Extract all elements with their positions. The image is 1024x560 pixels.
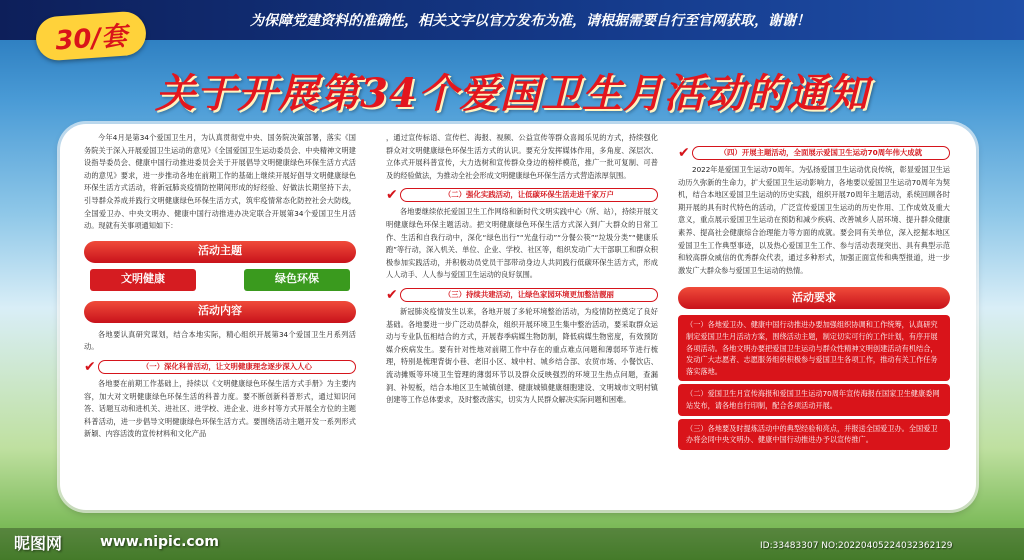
theme-chip-green-environment: 绿色环保 — [244, 269, 350, 291]
checkmark-icon: ✔ — [386, 187, 398, 204]
section-bar-theme: 活动主题 — [84, 241, 356, 263]
set-count-badge — [35, 10, 148, 62]
section-bar-content: 活动内容 — [84, 301, 356, 323]
checkmark-icon: ✔ — [386, 286, 398, 303]
subheading-4 — [678, 146, 950, 160]
subheading-2 — [386, 188, 658, 202]
column-middle — [386, 132, 658, 409]
subheading-2-text: 各地要继续依托爱国卫生工作网络和新时代文明实践中心（所、站），持续开展文明健康绿色环保主题活动。把文明健康绿色环保生活方式深入到广大群众的日常工作、生活和自我行动中，深化“绿色出行”“光盘行动”“分餐公筷”“垃圾分类”“健康乐跑”等行动，深入机关、单位、企业、学校、社区等，组织发动广大干部职工和群众积极参加实践活动，并积极动员党员干部带动身边人共同践行低碳环保生活方式，形成人人动手、人人参与爱国卫生运动的良好氛围。 — [386, 207, 658, 280]
watermark-url: www.nipic.com — [100, 534, 219, 550]
subheading-4-text: 2022年是爱国卫生运动70周年。为弘扬爱国卫生运动优良传统，彰显爱国卫生运动历久弥新的生命力，扩大爱国卫生运动影响力，各地要以爱国卫生运动70周年为契机，结合本地区爱国卫生运动的历史实践，组织开展70周年主题活动，系统回顾各时期开展的具有时代特色的活动，广泛宣传爱国卫生运动的历史作用、工作成效及重大意义，重点展示爱国卫生运动在预防和减少疾病、改善城乡人居环境、提升群众健康素养、提高社会健康综合治理能力等方面的成就。要会同有关单位，深入挖掘本地区爱国卫生工作典型事迹，以及热心爱国卫生工作、参与活动表现突出、具有典型示范和较高群众威信的优秀群众代表，通过多种形式，加强正面宣传和典型报道，进一步激发广大群众参与爱国卫生运动的热情。 — [678, 165, 950, 275]
requirement-3: （三）各地要及时提炼活动中的典型经验和亮点，并报送全国爱卫办。全国爱卫办将会同中央文明办、健康中国行动推进办予以宣传推广。 — [678, 419, 950, 450]
badge-text: 30/套 — [54, 21, 128, 56]
checkmark-icon: ✔ — [678, 145, 690, 161]
continued-paragraph: ，通过宣传标语、宣传栏、海报、视频、公益宣传等群众喜闻乐见的方式，持续强化群众对文明健康绿色环保生活方式的认识。要充分发挥媒体作用，多角度、深层次、立体式开展科普宣传，大力选树和宣传群众身边的榜样模范，推广一批可复制、可普及的经验做法，为推动全社会形成文明健康绿色环保生活方式营造浓厚氛围。 — [386, 133, 658, 180]
subheading-1-label: （一）深化科普活动，让文明健康理念逐步深入人心 — [98, 360, 356, 374]
disclaimer-notice: 为保障党建资料的准确性，相关文字以官方发布为准，请根据需要自行至官网获取，谢谢！ — [250, 13, 810, 29]
subheading-3-label: （三）持续共建活动，让绿色家园环境更加整洁靓丽 — [400, 288, 658, 302]
theme-chips — [84, 269, 356, 291]
theme-chip-civilized-health: 文明健康 — [90, 269, 196, 291]
content-intro-paragraph: 各地要认真研究谋划，结合本地实际，精心组织开展第34个爱国卫生月系列活动。 — [84, 329, 356, 352]
page-title: 关于开展第34个爱国卫生月活动的通知 — [155, 70, 869, 117]
checkmark-icon: ✔ — [84, 358, 96, 375]
requirement-1: （一）各地爱卫办、健康中国行动推进办要加强组织协调和工作统筹，认真研究制定爱国卫生月活动方案，围绕活动主题，制定切实可行的工作计划，有序开展各项活动。各地文明办要把爱国卫生运动与群众性精神文明创建活动有机结合，发动广大志愿者、志愿服务组织积极参与爱国卫生各项工作，推动有关工作任务落实落地。 — [678, 315, 950, 381]
watermark-id: ID:33483307 NO:20220405224032362129 — [760, 541, 953, 551]
watermark-logo: 昵图网 — [14, 534, 63, 553]
requirement-2: （二）爱国卫生月宣传海报和爱国卫生运动70周年宣传海报在国家卫生健康委网站发布，请各地自行印制，配合各项活动开展。 — [678, 384, 950, 415]
subheading-3 — [386, 288, 658, 302]
column-right — [678, 132, 950, 453]
intro-paragraph: 今年4月是第34个爱国卫生月，为认真贯彻党中央、国务院决策部署，落实《国务院关于深入开展爱国卫生运动的意见》《全国爱国卫生运动委员会、中央精神文明建设指导委员会、健康中国行动推进委员会关于开展倡导文明健康绿色环保生活方式活动的意见》要求，进一步推动各地在前期工作的基础上继续开展好倡导文明健康绿色环保生活方式活动，将新冠肺炎疫情防控期间形成的好经验、好做法长期坚持下去，引导群众养成并践行文明健康绿色环保生活方式，筑牢疫情常态化防控社会大防线，全国爱卫办、中央文明办、健康中国行动推进办决定联合开展第34个爱国卫生月活动。现就有关事项通知如下： — [84, 133, 356, 231]
subheading-4-label: （四）开展主题活动，全面展示爱国卫生运动70周年伟大成就 — [692, 146, 950, 160]
subheading-1-text: 各地要在前期工作基础上，持续以《文明健康绿色环保生活方式手册》为主要内容，加大对文明健康绿色环保生活的科普力度。要不断创新科普形式，通过知识问答、话题互动和进机关、进社区、进学校、进企业、进乡村等方式开展全方位的主题科普活动，进一步倡导文明健康绿色环保生活方式。要围绕活动主题开发一系列形式新颖、内容活泼的宣传材料和文化产品 — [84, 378, 356, 439]
column-left — [84, 132, 356, 443]
subheading-1 — [84, 360, 356, 374]
subheading-3-text: 新冠肺炎疫情发生以来，各地开展了多轮环境整治活动，为疫情防控奠定了良好基础。各地要进一步广泛动员群众，组织开展环境卫生集中整治活动，要采取群众运动与专业队伍相结合的方式，开展春季病媒生物防制，降低病媒生物密度，有效预防媒介疾病发生。要有针对性地对前期工作中存在的重点难点问题和薄弱环节进行梳理，特别是梳理背街小巷、老旧小区、城中村、城乡结合部、农贸市场、小餐饮店、流动摊贩等环境卫生管理的薄弱环节以及群众反映强烈的环境卫生热点问题，查漏洞、补短板，结合本地区卫生城镇创建、健康城镇健康细胞建设、文明城市文明村镇创建等工作总体要求，及时整改落实，切实为人民群众解决实际问题和困难。 — [386, 306, 658, 405]
section-bar-requirements: 活动要求 — [678, 287, 950, 309]
subheading-2-label: （二）强化实践活动，让低碳环保生活走进千家万户 — [400, 188, 658, 202]
